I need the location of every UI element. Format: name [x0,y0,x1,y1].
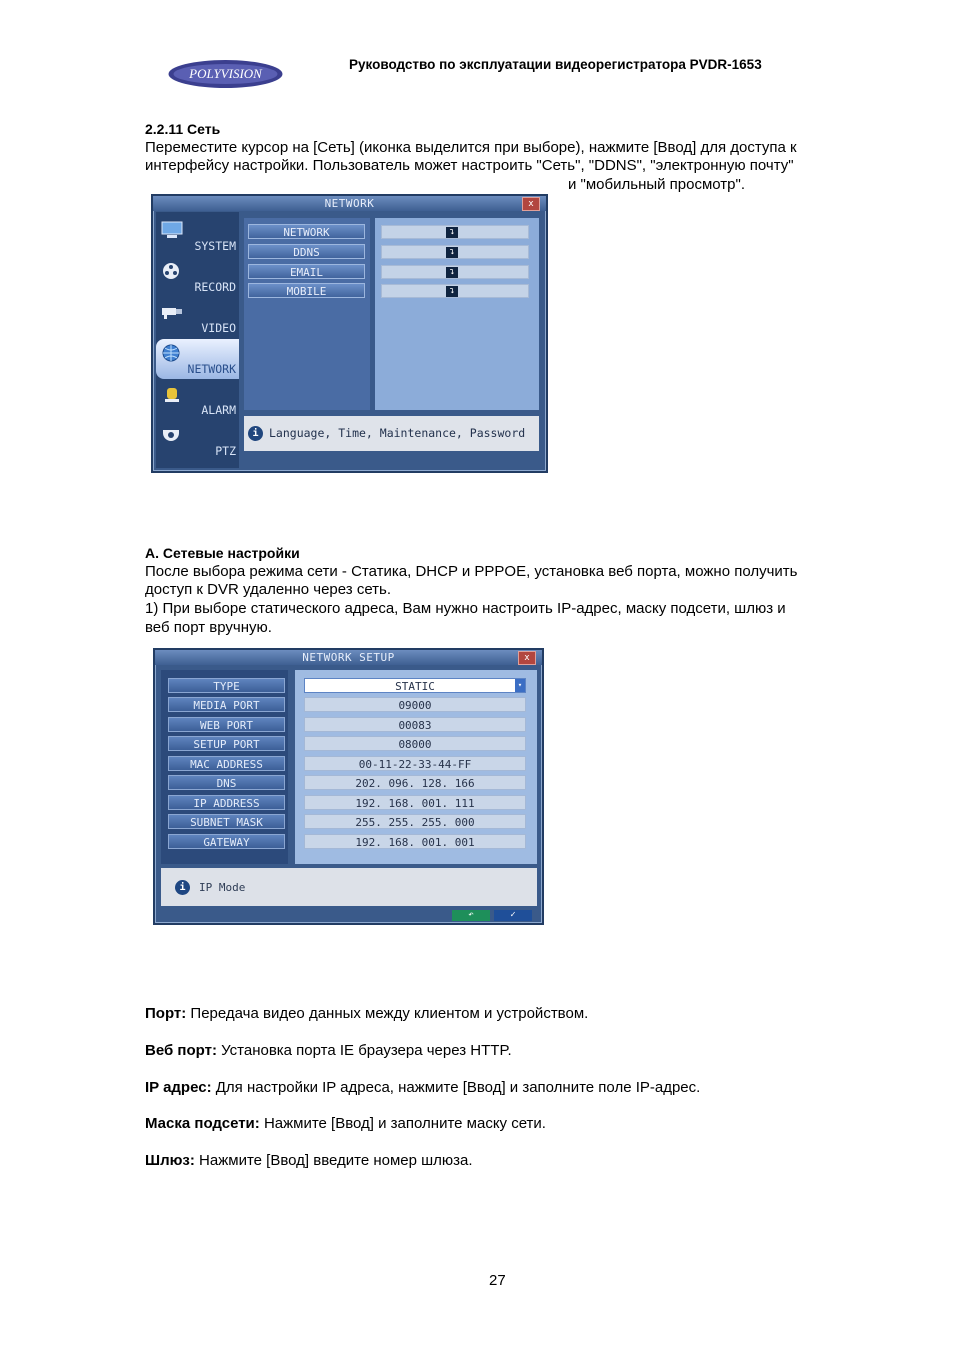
value-row[interactable] [381,225,529,239]
subnet-mask-field[interactable]: 255. 255. 255. 000 [304,814,526,829]
subnet-mask-label: SUBNET MASK [168,814,285,829]
menu-item-label: RECORD [194,280,236,294]
definition-text: Нажмите [Ввод] и заполните маску сети. [259,1115,546,1132]
monitor-icon [161,221,183,239]
enter-arrow-icon: ↴ [446,227,458,238]
definition-gateway [145,1152,473,1169]
ok-button[interactable]: ✓ [494,910,532,921]
type-select[interactable] [304,678,526,693]
ip-address-label: IP ADDRESS [168,795,285,810]
info-text: IP Mode [199,881,246,894]
info-icon: i [175,880,190,895]
mac-address-field: 00-11-22-33-44-FF [304,756,526,771]
media-port-label: MEDIA PORT [168,697,285,712]
setup-port-label: SETUP PORT [168,736,285,751]
gateway-label: GATEWAY [168,834,285,849]
network-menu-screen [151,194,548,473]
chevron-down-icon[interactable]: ▾ [515,679,525,692]
dome-camera-icon [161,426,183,444]
definition-ip-address [145,1079,700,1096]
logo-text: POLYVISION [189,66,262,81]
paragraph-line: 1) При выборе статического адреса, Вам нужно настроить IP-адрес, маску подсети, шлюз и [145,600,786,617]
dns-field[interactable]: 202. 096. 128. 166 [304,775,526,790]
definition-term: Шлюз: [145,1152,195,1169]
menu-item-network[interactable] [156,339,239,379]
settings-fields [295,670,537,864]
web-port-field[interactable]: 00083 [304,717,526,732]
gateway-field[interactable]: 192. 168. 001. 001 [304,834,526,849]
network-submenu [244,218,370,410]
menu-item-ptz[interactable] [156,421,239,461]
paragraph-line: и "мобильный просмотр". [568,176,746,193]
definition-term: Порт: [145,1005,187,1022]
menu-item-label: ALARM [201,403,236,417]
main-menu [156,212,239,468]
enter-arrow-icon: ↴ [446,286,458,297]
mac-address-label: MAC ADDRESS [168,756,285,771]
definition-term: Веб порт: [145,1042,217,1059]
network-setup-screen [153,648,544,925]
definition-port [145,1005,588,1022]
definition-text: Передача видео данных между клиентом и устройством. [186,1005,589,1022]
definition-text: Нажмите [Ввод] введите номер шлюза. [194,1152,473,1169]
definition-text: Для настройки IP адреса, нажмите [Ввод] и заполните поле IP-адрес. [211,1079,701,1096]
paragraph-line: веб порт вручную. [145,619,272,636]
close-icon[interactable]: x [518,651,536,665]
info-bar [161,868,537,906]
ip-address-field[interactable]: 192. 168. 001. 111 [304,795,526,810]
document-header-title: Руководство по эксплуатации видеорегистратора PVDR-1653 [349,57,762,72]
definition-web-port [145,1042,512,1059]
definition-text: Установка порта IE браузера через HTTP. [216,1042,512,1059]
type-label: TYPE [168,678,285,693]
paragraph-line: интерфейсу настройки. Пользователь может настроить "Сеть", "DDNS", "электронную почту" [145,157,794,174]
film-reel-icon [161,262,183,280]
submenu-email-button[interactable]: EMAIL [248,264,365,279]
setup-port-field[interactable]: 08000 [304,736,526,751]
section-heading: 2.2.11 Сеть [145,121,221,137]
back-button[interactable]: ↶ [452,910,490,921]
alarm-lamp-icon [161,385,183,403]
submenu-values [375,218,539,410]
submenu-ddns-button[interactable]: DDNS [248,244,365,259]
window-title: NETWORK SETUP [155,650,542,665]
close-icon[interactable]: x [522,197,540,211]
enter-arrow-icon: ↴ [446,267,458,278]
info-icon: i [248,426,263,441]
dns-label: DNS [168,775,285,790]
polyvision-logo [167,58,284,90]
media-port-field[interactable]: 09000 [304,697,526,712]
submenu-mobile-button[interactable]: MOBILE [248,283,365,298]
paragraph-line: Переместите курсор на [Сеть] (иконка выделится при выборе), нажмите [Ввод] для доступа к [145,139,797,156]
web-port-label: WEB PORT [168,717,285,732]
definition-term: Маска подсети: [145,1115,260,1132]
paragraph-line: После выбора режима сети - Статика, DHCP и PPPOE, установка веб порта, можно получить [145,563,798,580]
subsection-heading: А. Сетевые настройки [145,545,300,561]
definition-subnet-mask [145,1115,546,1132]
value-row[interactable] [381,245,529,259]
menu-item-label: PTZ [215,444,236,458]
camera-icon [161,303,183,321]
menu-item-system[interactable] [156,216,239,256]
menu-item-label: NETWORK [187,362,236,376]
window-title: NETWORK [153,196,546,211]
menu-item-alarm[interactable] [156,380,239,420]
value-row[interactable] [381,265,529,279]
definition-term: IP адрес: [145,1079,212,1096]
paragraph-line: доступ к DVR удаленно через сеть. [145,581,392,598]
menu-item-record[interactable] [156,257,239,297]
submenu-network-button[interactable]: NETWORK [248,224,365,239]
enter-arrow-icon: ↴ [446,247,458,258]
value-row[interactable] [381,284,529,298]
info-text: Language, Time, Maintenance, Password [269,426,526,440]
info-bar [244,416,539,451]
menu-item-label: SYSTEM [194,239,236,253]
type-select-value: STATIC [395,680,435,693]
menu-item-label: VIDEO [201,321,236,335]
globe-icon [161,344,183,362]
page-number: 27 [489,1272,506,1289]
menu-item-video[interactable] [156,298,239,338]
settings-labels [161,670,288,864]
